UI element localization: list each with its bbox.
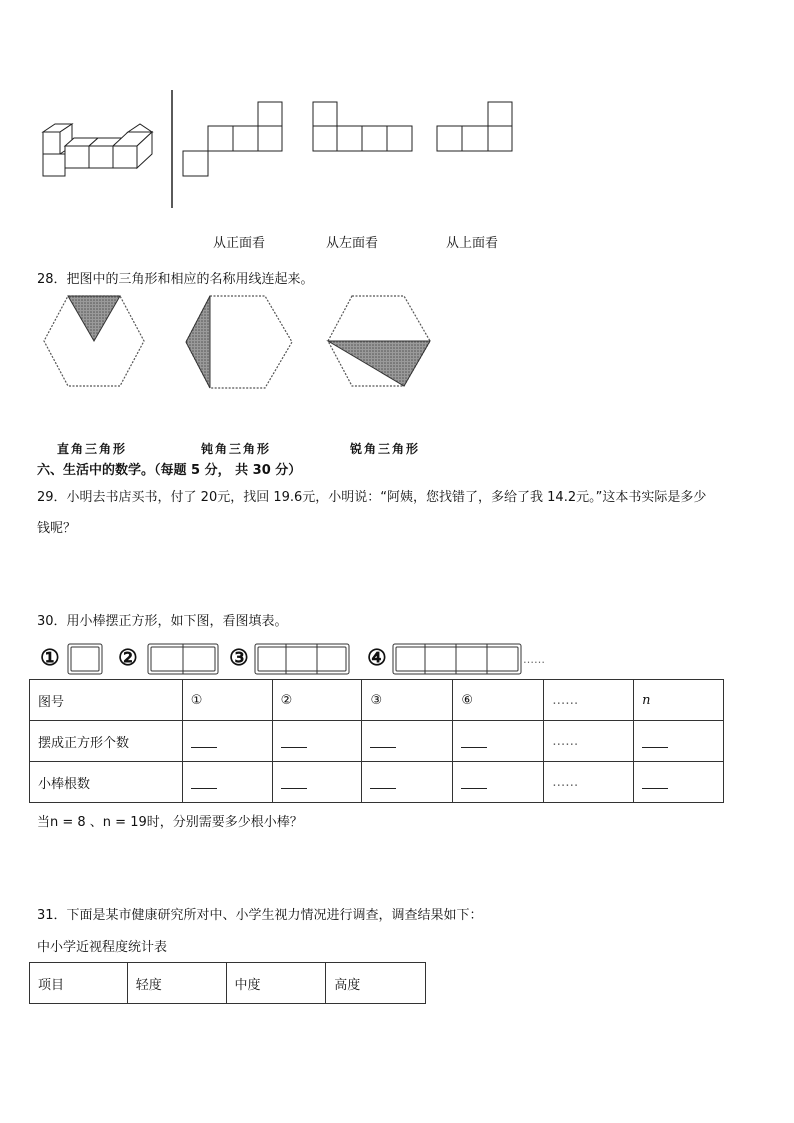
q30-table-header-row xyxy=(30,680,724,721)
q30-table xyxy=(29,679,724,803)
q30-table-row-squares xyxy=(30,721,724,762)
q30-answer-cell[interactable] xyxy=(182,721,272,762)
q30-table-row-sticks xyxy=(30,762,724,803)
q30-header-cell: ① xyxy=(182,680,272,721)
q30-answer-cell[interactable] xyxy=(182,762,272,803)
hexagon-acute-triangle xyxy=(328,296,430,386)
q30-header-cell: ② xyxy=(272,680,362,721)
q30-header-cell: n xyxy=(634,680,724,721)
q30-answer-cell[interactable] xyxy=(272,721,362,762)
answer-blank[interactable] xyxy=(191,772,217,789)
answer-blank[interactable] xyxy=(461,772,487,789)
q30-ellipsis-cell: …… xyxy=(544,762,634,803)
q30-followup: 当n = 8 、n = 19时，分别需要多少根小棒？ xyxy=(37,815,303,830)
q27-cube-model xyxy=(43,124,152,176)
figure-label-1: ① xyxy=(40,645,60,671)
q30-header-cell: 图号 xyxy=(30,680,183,721)
figure-label-3: ③ xyxy=(229,645,249,671)
hexagon-right-triangle xyxy=(44,296,144,386)
figure-label-4: ④ xyxy=(367,645,387,671)
answer-blank[interactable] xyxy=(370,731,396,748)
section-6-heading: 六、生活中的数学。（每题 5 分， 共 30 分） xyxy=(37,463,302,478)
q30-answer-cell[interactable] xyxy=(634,762,724,803)
q29-line2: 钱呢？ xyxy=(37,521,77,536)
q27-figures xyxy=(0,80,560,220)
label-obtuse-triangle: 钝角三角形 xyxy=(201,442,272,456)
label-acute-triangle: 锐角三角形 xyxy=(350,442,421,456)
q30-answer-cell[interactable] xyxy=(453,721,544,762)
q30-answer-cell[interactable] xyxy=(634,721,724,762)
caption-left-view: 从左面看 xyxy=(326,236,379,251)
answer-blank[interactable] xyxy=(281,731,307,748)
q30-row-label: 小棒根数 xyxy=(30,762,183,803)
q31-header-cell: 高度 xyxy=(326,963,426,1004)
caption-front-view: 从正面看 xyxy=(213,236,266,251)
q30-answer-cell[interactable] xyxy=(272,762,362,803)
caption-top-view: 从上面看 xyxy=(446,236,499,251)
q31-table-header-row xyxy=(30,963,426,1004)
q28-hexagons xyxy=(0,290,460,400)
q31-header-cell: 项目 xyxy=(30,963,128,1004)
answer-blank[interactable] xyxy=(642,772,668,789)
q31-text: 31．下面是某市健康研究所对中、小学生视力情况进行调查，调查结果如下： xyxy=(37,908,483,923)
q27-left-view xyxy=(313,102,412,151)
q31-header-cell: 中度 xyxy=(226,963,326,1004)
q30-header-cell: ③ xyxy=(362,680,453,721)
answer-blank[interactable] xyxy=(461,731,487,748)
q27-front-view xyxy=(183,102,282,176)
answer-blank[interactable] xyxy=(642,731,668,748)
q30-header-cell: ⑥ xyxy=(453,680,544,721)
q30-answer-cell[interactable] xyxy=(362,762,453,803)
q30-stick-figures xyxy=(0,640,560,680)
hexagon-obtuse-triangle xyxy=(186,296,292,388)
q30-header-cell: …… xyxy=(544,680,634,721)
q30-answer-cell[interactable] xyxy=(362,721,453,762)
q30-ellipsis-cell: …… xyxy=(544,721,634,762)
answer-blank[interactable] xyxy=(191,731,217,748)
q30-row-label: 摆成正方形个数 xyxy=(30,721,183,762)
q27-top-view xyxy=(437,102,512,151)
q31-table-title: 中小学近视程度统计表 xyxy=(37,940,168,955)
q29-line1: 29．小明去书店买书，付了 20元，找回 19.6元，小明说：“阿姨，您找错了，多给了我 14.2元。”这本书实际是多少 xyxy=(37,490,707,505)
answer-blank[interactable] xyxy=(281,772,307,789)
figure-ellipsis: …… xyxy=(523,653,545,666)
figure-label-2: ② xyxy=(118,645,138,671)
q28-text: 28．把图中的三角形和相应的名称用线连起来。 xyxy=(37,272,314,287)
q30-text: 30．用小棒摆正方形，如下图，看图填表。 xyxy=(37,614,288,629)
answer-blank[interactable] xyxy=(370,772,396,789)
q31-table xyxy=(29,962,426,1004)
q31-header-cell: 轻度 xyxy=(127,963,226,1004)
label-right-triangle: 直角三角形 xyxy=(57,442,128,456)
q30-answer-cell[interactable] xyxy=(453,762,544,803)
